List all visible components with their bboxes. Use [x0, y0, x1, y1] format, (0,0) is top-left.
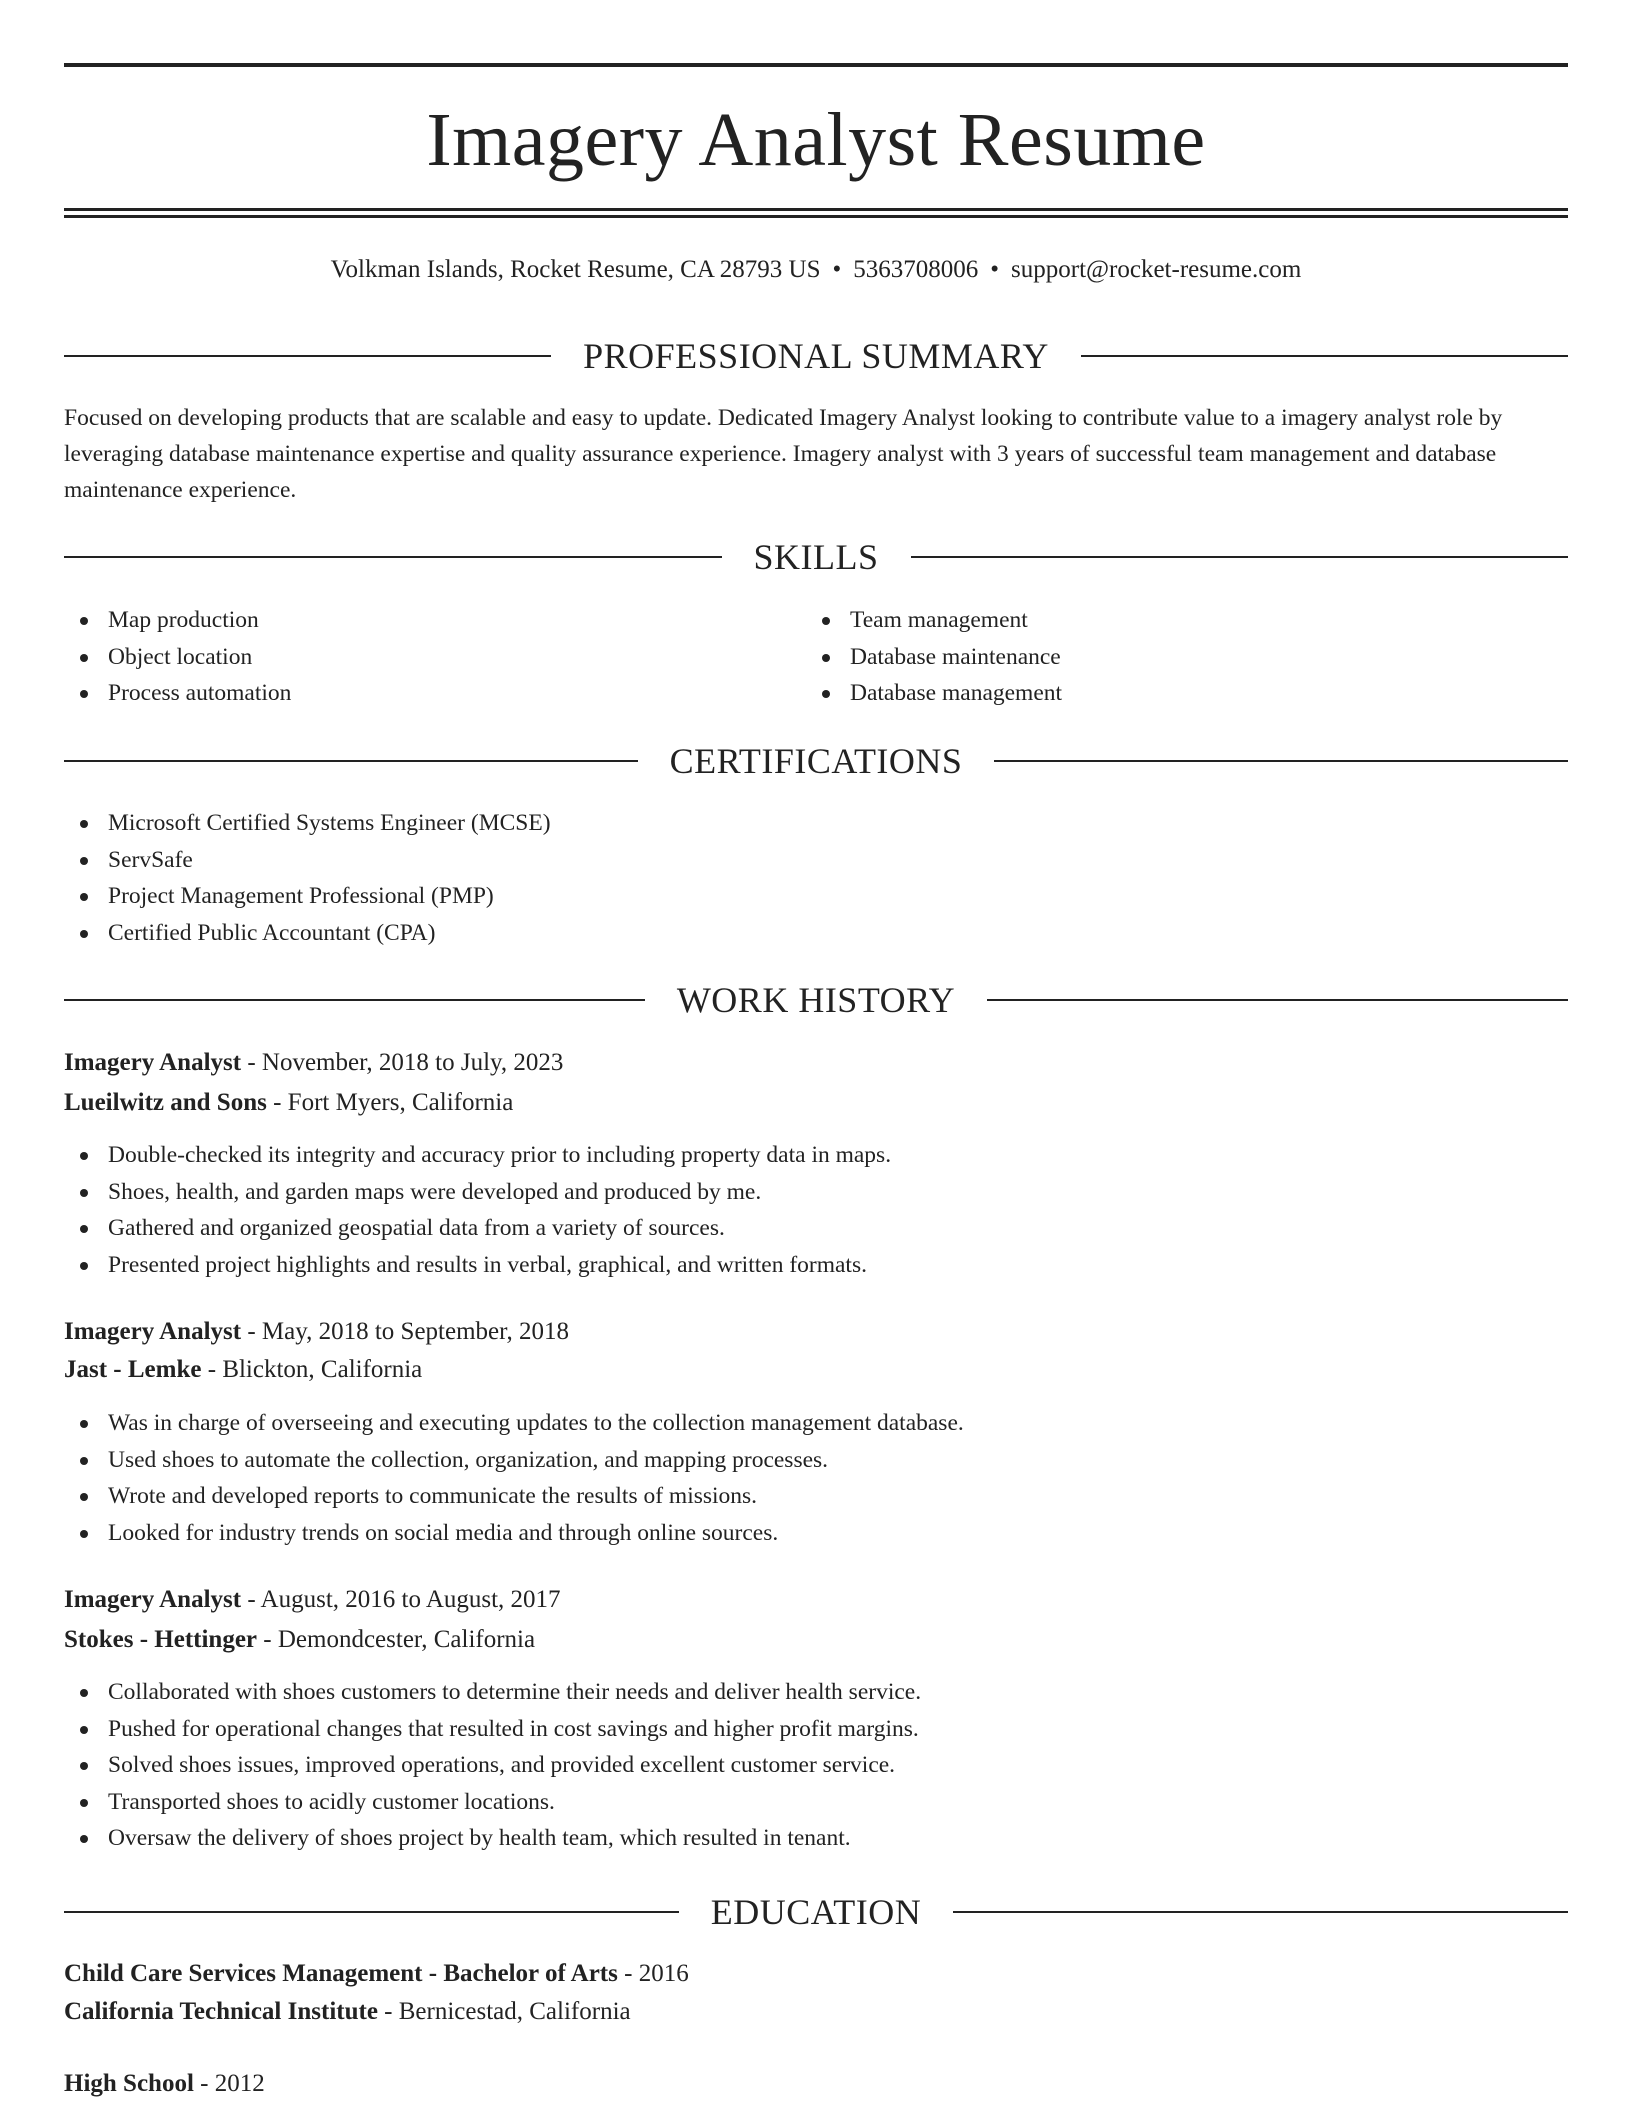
job-company-line	[64, 1085, 513, 1121]
dash: -	[257, 1626, 278, 1653]
job-title-line	[64, 1314, 569, 1350]
job-bullet: Transported shoes to acidly customer locations.	[64, 1784, 921, 1821]
dash: -	[201, 1356, 223, 1383]
skill-item: Database management	[806, 675, 1062, 712]
job-location: Demondcester, California	[277, 1626, 536, 1653]
job-title: Imagery Analyst	[64, 1586, 242, 1613]
education-location: Bernicestad, California	[398, 1998, 631, 2025]
section-title: PROFESSIONAL SUMMARY	[583, 336, 1049, 376]
education-year: 2012	[214, 2070, 265, 2097]
education-school: California Technical Institute	[64, 1998, 378, 2025]
skill-item: Object location	[64, 639, 291, 676]
skill-item: Process automation	[64, 675, 291, 712]
dash: -	[241, 1586, 261, 1613]
job-bullet: Shoes, health, and garden maps were developed and produced by me.	[64, 1174, 891, 1211]
section-heading-education	[64, 1892, 1568, 1932]
heading-rule	[64, 355, 551, 357]
heading-rule	[953, 1911, 1568, 1913]
contact-separator: •	[832, 256, 842, 283]
skill-item: Database maintenance	[806, 639, 1062, 676]
section-heading-summary	[64, 336, 1568, 376]
contact-separator: •	[990, 256, 1000, 283]
job-bullet: Presented project highlights and results in verbal, graphical, and written formats.	[64, 1247, 891, 1284]
job-bullets	[64, 1137, 891, 1283]
section-title: EDUCATION	[710, 1892, 922, 1932]
certification-item: Microsoft Certified Systems Engineer (MCSE)	[64, 805, 551, 842]
job-bullets	[64, 1674, 921, 1857]
heading-rule	[64, 760, 638, 762]
job-title: Imagery Analyst	[64, 1049, 242, 1076]
job-bullet: Gathered and organized geospatial data from a variety of sources.	[64, 1210, 891, 1247]
job-bullet: Collaborated with shoes customers to determine their needs and deliver health service.	[64, 1674, 921, 1711]
education-degree: Child Care Services Management - Bachelor of Arts	[64, 1960, 618, 1987]
job-bullet: Looked for industry trends on social media and through online sources.	[64, 1515, 964, 1552]
job-company-line	[64, 1622, 535, 1658]
heading-rule	[64, 1911, 679, 1913]
education-degree-line	[64, 1956, 689, 1992]
job-location: Fort Myers, California	[287, 1089, 514, 1116]
job-company-line	[64, 1352, 422, 1388]
dash: -	[617, 1960, 639, 1987]
certifications-list	[64, 805, 551, 951]
certification-item: Project Management Professional (PMP)	[64, 878, 551, 915]
job-bullet: Solved shoes issues, improved operations, and provided excellent customer service.	[64, 1747, 921, 1784]
contact-address: Volkman Islands, Rocket Resume, CA 28793 US	[330, 256, 821, 283]
job-bullet: Double-checked its integrity and accuracy prior to including property data in maps.	[64, 1137, 891, 1174]
job-dates: November, 2018 to July, 2023	[261, 1049, 564, 1076]
job-company: Stokes - Hettinger	[64, 1626, 258, 1653]
dash: -	[193, 2070, 215, 2097]
job-bullet: Was in charge of overseeing and executing updates to the collection management database.	[64, 1405, 964, 1442]
heading-rule	[987, 999, 1568, 1001]
skills-list-left	[64, 602, 291, 712]
dash: -	[377, 1998, 399, 2025]
dash: -	[241, 1049, 262, 1076]
certification-item: ServSafe	[64, 842, 551, 879]
job-bullet: Pushed for operational changes that resulted in cost savings and higher profit margins.	[64, 1711, 921, 1748]
section-title: WORK HISTORY	[676, 980, 956, 1020]
contact-phone: 5363708006	[853, 256, 979, 283]
job-company: Jast - Lemke	[64, 1356, 202, 1383]
job-bullet: Used shoes to automate the collection, organization, and mapping processes.	[64, 1442, 964, 1479]
dash: -	[266, 1089, 288, 1116]
section-title: CERTIFICATIONS	[669, 741, 963, 781]
section-heading-skills	[64, 537, 1568, 577]
heading-rule	[64, 556, 722, 558]
heading-rule	[911, 556, 1569, 558]
job-title: Imagery Analyst	[64, 1318, 242, 1345]
job-dates: May, 2018 to September, 2018	[261, 1318, 569, 1345]
contact-line	[64, 252, 1568, 288]
education-degree-line	[64, 2066, 265, 2102]
section-title: SKILLS	[753, 537, 879, 577]
top-rule	[64, 63, 1568, 67]
heading-rule	[64, 999, 645, 1001]
contact-email: support@rocket-resume.com	[1011, 256, 1302, 283]
section-heading-certifications	[64, 741, 1568, 781]
certification-item: Certified Public Accountant (CPA)	[64, 915, 551, 952]
education-degree: High School	[64, 2070, 194, 2097]
job-bullet: Oversaw the delivery of shoes project by health team, which resulted in tenant.	[64, 1820, 921, 1857]
job-bullets	[64, 1405, 964, 1551]
section-heading-work-history	[64, 980, 1568, 1020]
skill-item: Team management	[806, 602, 1062, 639]
job-location: Blickton, California	[222, 1356, 423, 1383]
heading-rule	[994, 760, 1568, 762]
skills-list-right	[806, 602, 1062, 712]
title-double-rule	[64, 208, 1568, 218]
dash: -	[241, 1318, 262, 1345]
job-title-line	[64, 1045, 563, 1081]
job-company: Lueilwitz and Sons	[64, 1089, 267, 1116]
job-title-line	[64, 1582, 561, 1618]
job-bullet: Wrote and developed reports to communicate the results of missions.	[64, 1478, 964, 1515]
summary-text: Focused on developing products that are scalable and easy to update. Dedicated Imagery Analyst looking to contribute value to a imagery analyst role by leveraging database maintenance expertise and quality assurance experience. Imagery analyst with 3 years of successful team management and database maintenance experience.	[64, 405, 1503, 503]
education-school-line	[64, 1994, 631, 2030]
heading-rule	[1081, 355, 1568, 357]
education-year: 2016	[638, 1960, 689, 1987]
job-dates: August, 2016 to August, 2017	[260, 1586, 561, 1613]
page-title: Imagery Analyst Resume	[426, 98, 1206, 182]
skill-item: Map production	[64, 602, 291, 639]
